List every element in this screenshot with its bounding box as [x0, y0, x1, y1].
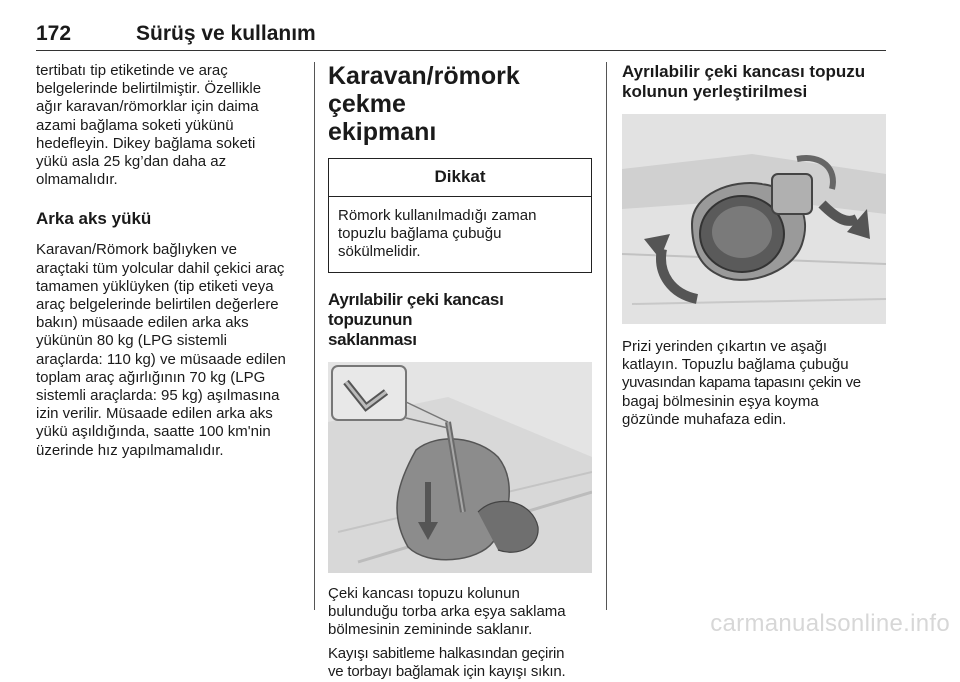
- text-line: araçlarda: 110 kg) ve müsaade edilen: [36, 350, 286, 368]
- text-line: Kayışı sabitleme halkasından geçirin: [328, 645, 565, 663]
- column-middle: [328, 62, 592, 682]
- text-line: sistemli araçlarda: 95 kg) aşılmasına: [36, 387, 280, 405]
- heading-line: Ayrılabilir çeki kancası topuzu: [622, 62, 866, 81]
- text-line: topuzlu bağlama çubuğu: [338, 225, 502, 243]
- socket-caption: [622, 338, 886, 429]
- text-line: bagaj bölmesinin eşya koyma: [622, 392, 819, 410]
- column-divider: [314, 62, 315, 610]
- text-line: toplam araç ağırlığının 70 kg (LPG: [36, 368, 266, 386]
- strap-instruction: [328, 645, 592, 681]
- caution-box: [328, 158, 592, 273]
- heading-line: Ayrılabilir çeki kancası topuzunun: [328, 289, 504, 329]
- page-header: [36, 22, 886, 51]
- storage-caption: [328, 585, 592, 640]
- heading-line: ekipmanı: [328, 118, 437, 146]
- text-line: ve torbayı bağlamak için kayışı sıkın.: [328, 663, 566, 681]
- column-divider: [606, 62, 607, 610]
- text-line: araç belgelerinde belirtilen değerlere: [36, 296, 279, 314]
- text-line: bölmesinin zemininde saklanır.: [328, 621, 533, 639]
- text-line: yükü asla 25 kg’dan daha az: [36, 153, 227, 171]
- rear-axle-heading: Arka aks yükü: [36, 209, 152, 229]
- text-line: katlayın. Topuzlu bağlama çubuğu: [622, 356, 849, 374]
- heading-line: kolunun yerleştirilmesi: [622, 82, 808, 101]
- text-line: sökülmelidir.: [338, 243, 421, 261]
- text-line: Prizi yerinden çıkartın ve aşağı: [622, 338, 828, 355]
- text-line: bakın) müsaade edilen arka aks: [36, 314, 249, 332]
- heading-line: Karavan/römork çekme: [328, 62, 520, 118]
- storage-bag-illustration: [328, 362, 592, 573]
- column-right: [622, 62, 886, 429]
- text-line: tertibatı tip etiketinde ve araç: [36, 62, 228, 79]
- column-left: [36, 62, 298, 460]
- intro-paragraph: [36, 62, 298, 189]
- text-line: izin verilir. Müsaade edilen arka aks: [36, 405, 273, 423]
- text-line: Karavan/Römork bağlıyken ve: [36, 241, 237, 259]
- text-line: hedefleyin. Dikey bağlama soketi: [36, 134, 256, 152]
- text-line: yükünün 80 kg (LPG sistemli: [36, 332, 227, 350]
- text-line: gözünde muhafaza edin.: [622, 410, 787, 428]
- section-title: Sürüş ve kullanım: [136, 22, 316, 45]
- heading-line: saklanması: [328, 329, 417, 349]
- text-line: belgelerinde belirtilmiştir. Özellikle: [36, 80, 262, 98]
- section-heading: [328, 62, 592, 146]
- caution-title: Dikkat: [329, 159, 591, 197]
- text-line: Römork kullanılmadığı zaman: [338, 207, 537, 224]
- text-line: yükü aşıldığında, saatte 100 km'nin: [36, 423, 271, 441]
- socket-illustration: [622, 114, 886, 324]
- socket-drawing: [622, 114, 886, 324]
- text-line: azami bağlama soketi yükünü: [36, 116, 234, 134]
- caution-text: [329, 197, 591, 272]
- storage-heading: [328, 290, 592, 350]
- text-line: yuvasından kapama tapasını çekin ve: [622, 374, 861, 392]
- watermark: carmanualsonline.info: [710, 610, 950, 637]
- text-line: olmamalıdır.: [36, 171, 118, 189]
- text-line: araçtaki tüm yolcular dahil çekici araç: [36, 259, 285, 277]
- insertion-heading: [622, 62, 886, 102]
- page-number: 172: [36, 22, 72, 45]
- storage-bag-drawing: [328, 362, 592, 573]
- rear-axle-paragraph: [36, 241, 298, 459]
- text-line: ağır karavan/römorklar için daima: [36, 98, 259, 116]
- text-line: tamamen yüklüyken (tip etiketi veya: [36, 277, 274, 295]
- text-line: bulunduğu torba arka eşya saklama: [328, 602, 566, 620]
- text-line: Çeki kancası topuzu kolunun: [328, 584, 520, 602]
- text-line: üzerinde hız yapılmamalıdır.: [36, 441, 224, 459]
